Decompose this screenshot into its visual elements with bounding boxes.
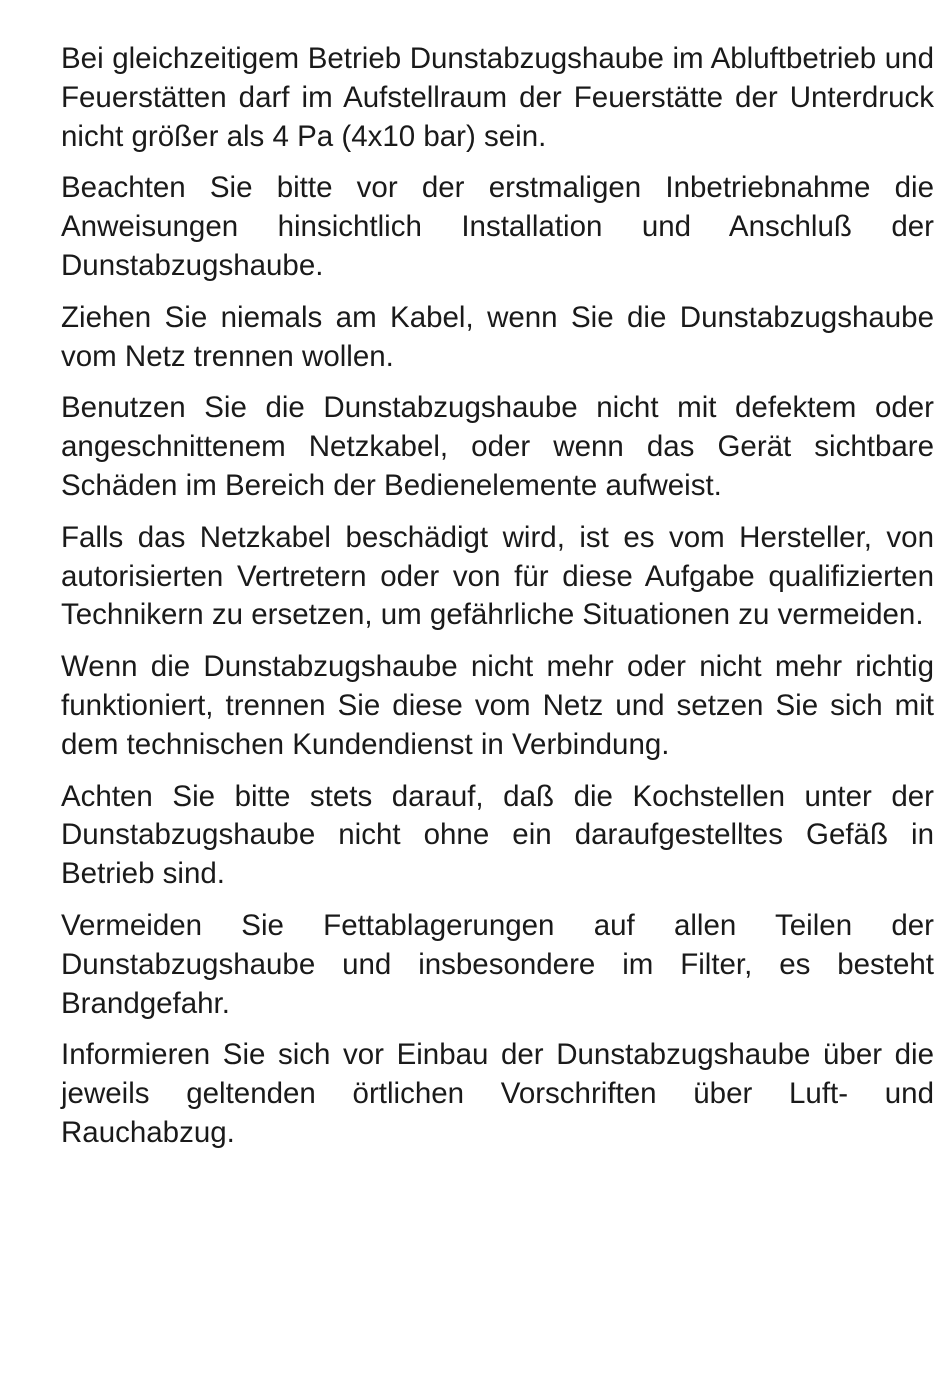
paragraph-cooktop-vessels: Achten Sie bitte stets darauf, daß die Kochstellen unter der Dunstabzugshaube nicht ohne ein daraufgestelltes Gefäß in Betrieb sind. xyxy=(61,779,934,891)
document-page xyxy=(61,40,934,1166)
paragraph-grease-fire-risk: Vermeiden Sie Fettablagerungen auf allen Teilen der Dunstabzugshaube und insbesondere im Filter, es besteht Brandgefahr. xyxy=(61,908,934,1020)
paragraph-local-regulations: Informieren Sie sich vor Einbau der Dunstabzugshaube über die jeweils geltenden örtlichen Vorschriften über Luft- und Rauchabzug. xyxy=(61,1038,934,1149)
paragraph-installation-notice: Beachten Sie bitte vor der erstmaligen Inbetriebnahme die Anweisungen hinsichtlich Installation und Anschluß der Dunstabzugshaube. xyxy=(61,171,934,282)
paragraph-cable-replacement: Falls das Netzkabel beschädigt wird, ist es vom Hersteller, von autorisierten Vertretern oder von für diese Aufgabe qualifizierten Technikern zu ersetzen, um gefährliche Situationen zu vermeiden. xyxy=(61,520,934,632)
paragraph-malfunction: Wenn die Dunstabzugshaube nicht mehr oder nicht mehr richtig funktioniert, trennen Sie diese vom Netz und setzen Sie sich mit dem technischen Kundendienst in Verbindung. xyxy=(61,650,934,761)
paragraph-damaged-cable: Benutzen Sie die Dunstabzugshaube nicht mit defektem oder angeschnittenem Netzkabel, oder wenn das Gerät sichtbare Schäden im Bereich der Bedienelemente aufweist. xyxy=(61,391,934,502)
paragraph-cable-warning: Ziehen Sie niemals am Kabel, wenn Sie die Dunstabzugshaube vom Netz trennen wollen. xyxy=(61,300,934,373)
paragraph-negative-pressure: Bei gleichzeitigem Betrieb Dunstabzugshaube im Abluftbetrieb und Feuerstätten darf im Aufstellraum der Feuerstätte der Unterdruck nicht größer als 4 Pa (4x10 bar) sein. xyxy=(61,42,934,153)
